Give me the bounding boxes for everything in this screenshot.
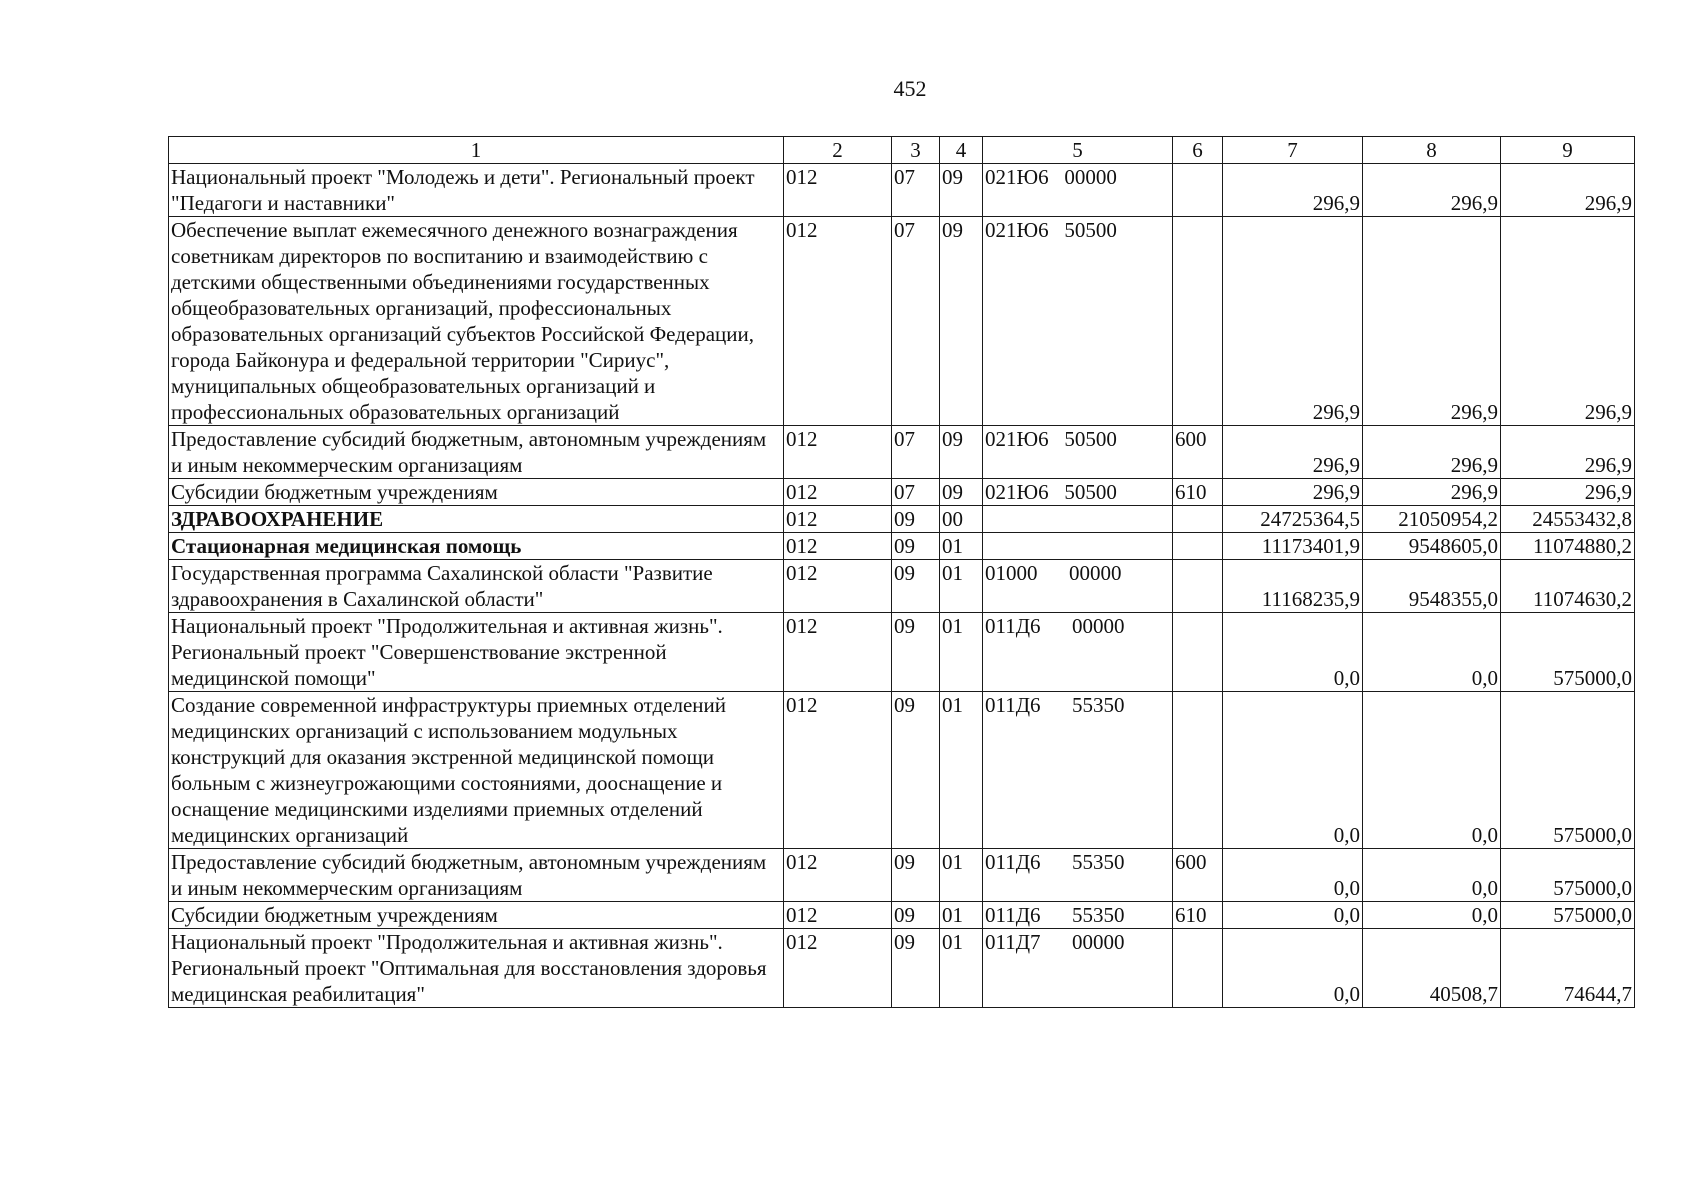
subsection-code-cell: 00	[940, 506, 983, 533]
table-row	[169, 929, 1635, 1008]
amount-col7-cell: 0,0	[1223, 929, 1363, 1008]
subsection-code-cell: 09	[940, 426, 983, 479]
amount-col7-cell: 0,0	[1223, 902, 1363, 929]
amount-col9-cell: 296,9	[1501, 426, 1635, 479]
table-row	[169, 217, 1635, 426]
target-article-cell	[983, 506, 1173, 533]
amount-col8-cell: 21050954,2	[1363, 506, 1501, 533]
row-name-cell: Субсидии бюджетным учреждениям	[169, 902, 784, 929]
budget-table	[168, 136, 1635, 1008]
section-code-cell: 07	[892, 217, 940, 426]
amount-col7-cell: 0,0	[1223, 692, 1363, 849]
table-header-row	[169, 137, 1635, 164]
section-code-cell: 09	[892, 506, 940, 533]
admin-code-cell: 012	[784, 902, 892, 929]
section-code-cell: 09	[892, 849, 940, 902]
amount-col7-cell: 296,9	[1223, 164, 1363, 217]
amount-col9-cell: 296,9	[1501, 217, 1635, 426]
column-header: 7	[1223, 137, 1363, 164]
amount-col9-cell: 575000,0	[1501, 902, 1635, 929]
subsection-code-cell: 01	[940, 692, 983, 849]
admin-code-cell: 012	[784, 560, 892, 613]
amount-col9-cell: 296,9	[1501, 164, 1635, 217]
expense-type-cell: 600	[1173, 849, 1223, 902]
target-article-cell: 011Д6 55350	[983, 849, 1173, 902]
target-article-cell: 021Ю6 50500	[983, 479, 1173, 506]
amount-col7-cell: 0,0	[1223, 613, 1363, 692]
subsection-code-cell: 01	[940, 560, 983, 613]
row-name-cell: Обеспечение выплат ежемесячного денежного вознаграждения советникам директоров по воспитанию и взаимодействию с детскими общественными объединениями государственных общеобразовательных организаций, профессиональных образовательных организаций субъектов Российской Федерации, города Байконура и федеральной территории "Сириус", муниципальных общеобразовательных организаций и профессиональных образовательных организаций	[169, 217, 784, 426]
table-body	[169, 164, 1635, 1008]
expense-type-cell	[1173, 929, 1223, 1008]
amount-col8-cell: 0,0	[1363, 692, 1501, 849]
row-name-cell: Национальный проект "Продолжительная и активная жизнь". Региональный проект "Оптимальная для восстановления здоровья медицинская реабилитация"	[169, 929, 784, 1008]
amount-col7-cell: 296,9	[1223, 217, 1363, 426]
section-code-cell: 09	[892, 560, 940, 613]
row-name-cell: Предоставление субсидий бюджетным, автономным учреждениям и иным некоммерческим организациям	[169, 426, 784, 479]
target-article-cell: 011Д6 55350	[983, 692, 1173, 849]
amount-col8-cell: 0,0	[1363, 613, 1501, 692]
subsection-code-cell: 09	[940, 479, 983, 506]
table-row	[169, 902, 1635, 929]
row-name-cell: ЗДРАВООХРАНЕНИЕ	[169, 506, 784, 533]
target-article-cell	[983, 533, 1173, 560]
table-row	[169, 849, 1635, 902]
target-article-cell: 021Ю6 50500	[983, 217, 1173, 426]
subsection-code-cell: 01	[940, 613, 983, 692]
table-row	[169, 164, 1635, 217]
amount-col7-cell: 296,9	[1223, 426, 1363, 479]
table-row	[169, 692, 1635, 849]
admin-code-cell: 012	[784, 506, 892, 533]
amount-col9-cell: 296,9	[1501, 479, 1635, 506]
admin-code-cell: 012	[784, 164, 892, 217]
amount-col7-cell: 11168235,9	[1223, 560, 1363, 613]
target-article-cell: 011Д6 55350	[983, 902, 1173, 929]
row-name-cell: Национальный проект "Продолжительная и активная жизнь". Региональный проект "Совершенствование экстренной медицинской помощи"	[169, 613, 784, 692]
amount-col7-cell: 24725364,5	[1223, 506, 1363, 533]
subsection-code-cell: 01	[940, 533, 983, 560]
table-row	[169, 533, 1635, 560]
row-name-cell: Создание современной инфраструктуры приемных отделений медицинских организаций с использованием модульных конструкций для оказания экстренной медицинской помощи больным с жизнеугрожающими состояниями, дооснащение и оснащение медицинскими изделиями приемных отделений медицинских организаций	[169, 692, 784, 849]
table-row	[169, 560, 1635, 613]
column-header: 8	[1363, 137, 1501, 164]
amount-col9-cell: 575000,0	[1501, 849, 1635, 902]
section-code-cell: 09	[892, 692, 940, 849]
target-article-cell: 021Ю6 50500	[983, 426, 1173, 479]
admin-code-cell: 012	[784, 692, 892, 849]
amount-col8-cell: 296,9	[1363, 217, 1501, 426]
row-name-cell: Субсидии бюджетным учреждениям	[169, 479, 784, 506]
admin-code-cell: 012	[784, 533, 892, 560]
subsection-code-cell: 01	[940, 849, 983, 902]
expense-type-cell	[1173, 533, 1223, 560]
expense-type-cell: 610	[1173, 479, 1223, 506]
expense-type-cell	[1173, 613, 1223, 692]
admin-code-cell: 012	[784, 849, 892, 902]
page-number: 452	[893, 76, 927, 101]
section-code-cell: 09	[892, 533, 940, 560]
expense-type-cell	[1173, 560, 1223, 613]
expense-type-cell	[1173, 506, 1223, 533]
amount-col8-cell: 296,9	[1363, 426, 1501, 479]
amount-col9-cell: 575000,0	[1501, 613, 1635, 692]
admin-code-cell: 012	[784, 479, 892, 506]
section-code-cell: 09	[892, 929, 940, 1008]
column-header: 3	[892, 137, 940, 164]
table-row	[169, 479, 1635, 506]
amount-col9-cell: 24553432,8	[1501, 506, 1635, 533]
column-header: 1	[169, 137, 784, 164]
amount-col9-cell: 74644,7	[1501, 929, 1635, 1008]
subsection-code-cell: 09	[940, 217, 983, 426]
amount-col8-cell: 0,0	[1363, 849, 1501, 902]
target-article-cell: 011Д7 00000	[983, 929, 1173, 1008]
column-header: 2	[784, 137, 892, 164]
section-code-cell: 09	[892, 902, 940, 929]
expense-type-cell: 610	[1173, 902, 1223, 929]
amount-col7-cell: 11173401,9	[1223, 533, 1363, 560]
column-header: 6	[1173, 137, 1223, 164]
section-code-cell: 07	[892, 479, 940, 506]
amount-col7-cell: 296,9	[1223, 479, 1363, 506]
column-header: 4	[940, 137, 983, 164]
section-code-cell: 07	[892, 426, 940, 479]
expense-type-cell	[1173, 692, 1223, 849]
expense-type-cell	[1173, 217, 1223, 426]
amount-col9-cell: 11074630,2	[1501, 560, 1635, 613]
subsection-code-cell: 01	[940, 929, 983, 1008]
amount-col9-cell: 11074880,2	[1501, 533, 1635, 560]
target-article-cell: 011Д6 00000	[983, 613, 1173, 692]
expense-type-cell: 600	[1173, 426, 1223, 479]
amount-col7-cell: 0,0	[1223, 849, 1363, 902]
amount-col8-cell: 9548355,0	[1363, 560, 1501, 613]
row-name-cell: Государственная программа Сахалинской области "Развитие здравоохранения в Сахалинской области"	[169, 560, 784, 613]
column-header: 5	[983, 137, 1173, 164]
table-row	[169, 506, 1635, 533]
amount-col8-cell: 296,9	[1363, 479, 1501, 506]
amount-col9-cell: 575000,0	[1501, 692, 1635, 849]
admin-code-cell: 012	[784, 217, 892, 426]
subsection-code-cell: 09	[940, 164, 983, 217]
column-header: 9	[1501, 137, 1635, 164]
admin-code-cell: 012	[784, 613, 892, 692]
target-article-cell: 01000 00000	[983, 560, 1173, 613]
amount-col8-cell: 296,9	[1363, 164, 1501, 217]
amount-col8-cell: 40508,7	[1363, 929, 1501, 1008]
section-code-cell: 09	[892, 613, 940, 692]
row-name-cell: Предоставление субсидий бюджетным, автономным учреждениям и иным некоммерческим организациям	[169, 849, 784, 902]
amount-col8-cell: 0,0	[1363, 902, 1501, 929]
section-code-cell: 07	[892, 164, 940, 217]
row-name-cell: Стационарная медицинская помощь	[169, 533, 784, 560]
row-name-cell: Национальный проект "Молодежь и дети". Региональный проект "Педагоги и наставники"	[169, 164, 784, 217]
admin-code-cell: 012	[784, 929, 892, 1008]
table-row	[169, 426, 1635, 479]
target-article-cell: 021Ю6 00000	[983, 164, 1173, 217]
expense-type-cell	[1173, 164, 1223, 217]
admin-code-cell: 012	[784, 426, 892, 479]
subsection-code-cell: 01	[940, 902, 983, 929]
table-row	[169, 613, 1635, 692]
amount-col8-cell: 9548605,0	[1363, 533, 1501, 560]
